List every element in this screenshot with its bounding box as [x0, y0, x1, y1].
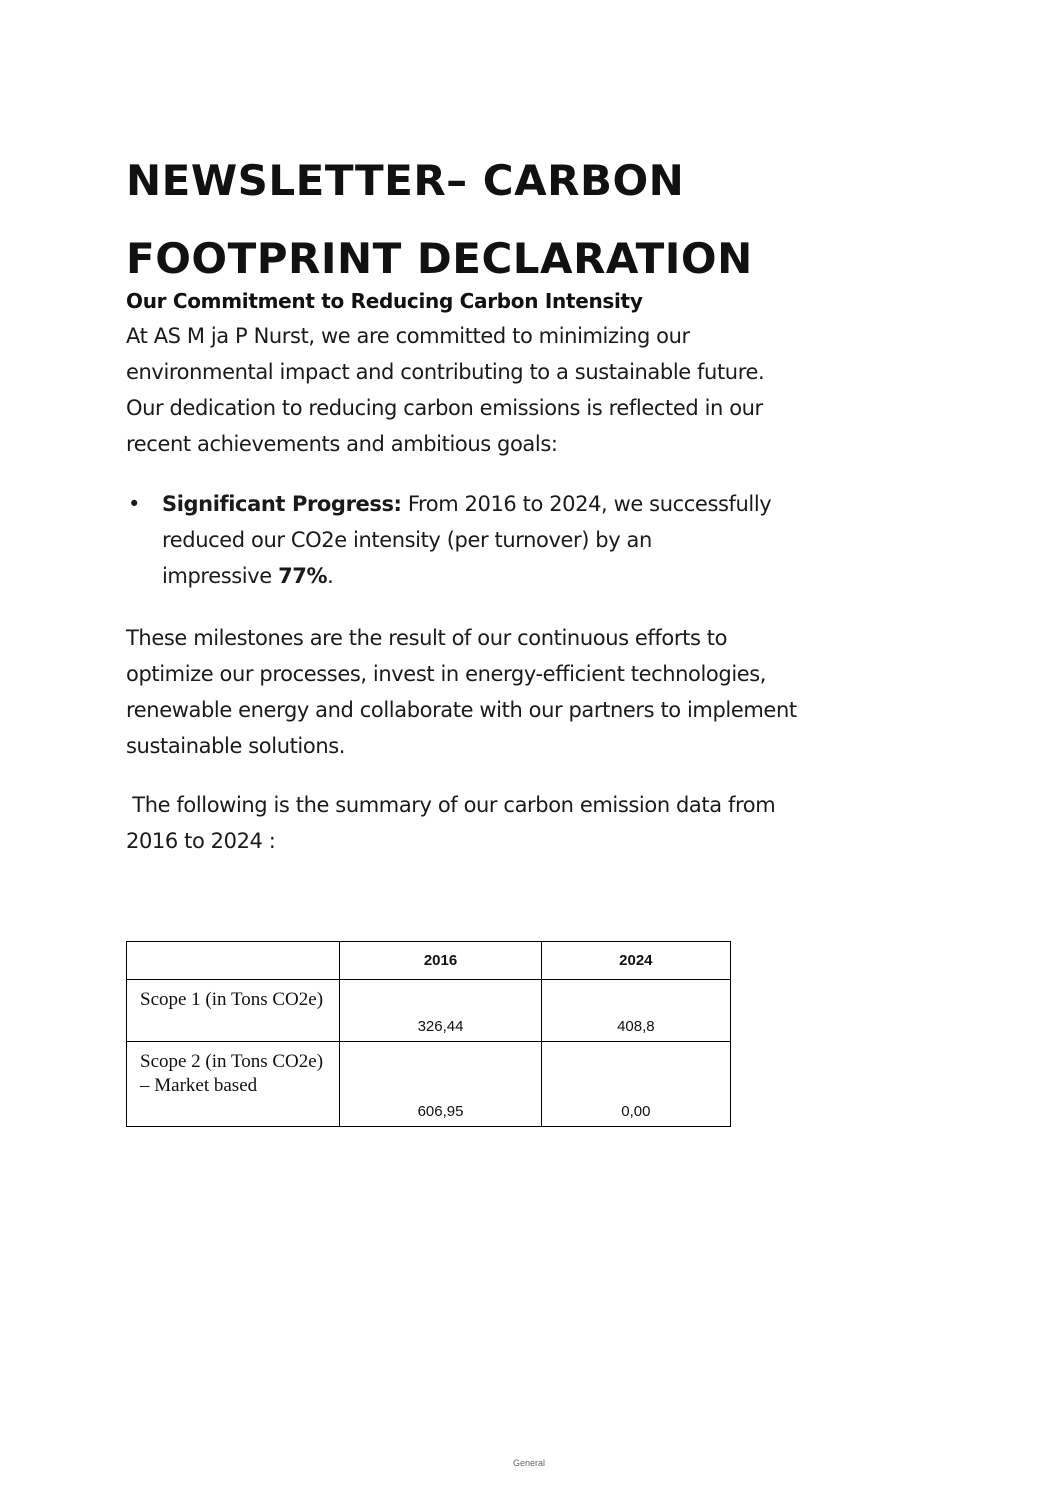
- bullet-marker: •: [128, 492, 140, 516]
- achievements-list: [126, 486, 946, 594]
- bullet-text: From 2016 to 2024, we successfully: [401, 492, 772, 516]
- milestones-line: renewable energy and collaborate with our partners to implement: [126, 698, 797, 722]
- footer-classification: General: [512, 1458, 546, 1468]
- section-subheading: Our Commitment to Reducing Carbon Intensity: [126, 289, 643, 313]
- summary-line: The following is the summary of our carbon emission data from: [126, 793, 776, 817]
- row-label-scope-1: Scope 1 (in Tons CO2e): [127, 980, 340, 1042]
- table-row: [127, 1042, 731, 1127]
- intro-line: Our dedication to reducing carbon emissions is reflected in our: [126, 396, 763, 420]
- value-scope-2-2016: 606,95: [340, 1042, 541, 1127]
- title-line-1: NEWSLETTER– CARBON: [126, 156, 685, 205]
- summary-line: 2016 to 2024 :: [126, 829, 276, 853]
- bullet-line-3: [162, 558, 946, 594]
- bullet-text: impressive: [162, 564, 279, 588]
- milestones-line: These milestones are the result of our continuous efforts to: [126, 626, 728, 650]
- intro-line: At AS M ja P Nurst, we are committed to minimizing our: [126, 324, 690, 348]
- bullet-line-1: [162, 486, 946, 522]
- emissions-table: [126, 941, 731, 1127]
- table-header-row: [127, 942, 731, 980]
- intro-line: recent achievements and ambitious goals:: [126, 432, 558, 456]
- header-cell-2016: 2016: [340, 942, 541, 980]
- value-scope-1-2016: 326,44: [340, 980, 541, 1042]
- header-cell-2024: 2024: [541, 942, 730, 980]
- header-cell-empty: [127, 942, 340, 980]
- row-label-scope-2: Scope 2 (in Tons CO2e) – Market based: [127, 1042, 340, 1127]
- newsletter-title: [126, 142, 926, 298]
- summary-paragraph: [126, 787, 946, 859]
- table-row: [127, 980, 731, 1042]
- list-item: [126, 486, 946, 594]
- milestones-line: optimize our processes, invest in energy-efficient technologies,: [126, 662, 767, 686]
- bullet-label: Significant Progress:: [162, 492, 402, 516]
- reduction-percent: 77%: [278, 564, 328, 588]
- value-scope-2-2024: 0,00: [541, 1042, 730, 1127]
- value-scope-1-2024: 408,8: [541, 980, 730, 1042]
- milestones-line: sustainable solutions.: [126, 734, 346, 758]
- title-line-2: FOOTPRINT DECLARATION: [126, 234, 753, 283]
- milestones-paragraph: [126, 620, 946, 764]
- intro-line: environmental impact and contributing to a sustainable future.: [126, 360, 765, 384]
- bullet-line-2: reduced our CO2e intensity (per turnover) by an: [162, 528, 652, 552]
- intro-paragraph: [126, 318, 946, 462]
- bullet-text: .: [327, 564, 334, 588]
